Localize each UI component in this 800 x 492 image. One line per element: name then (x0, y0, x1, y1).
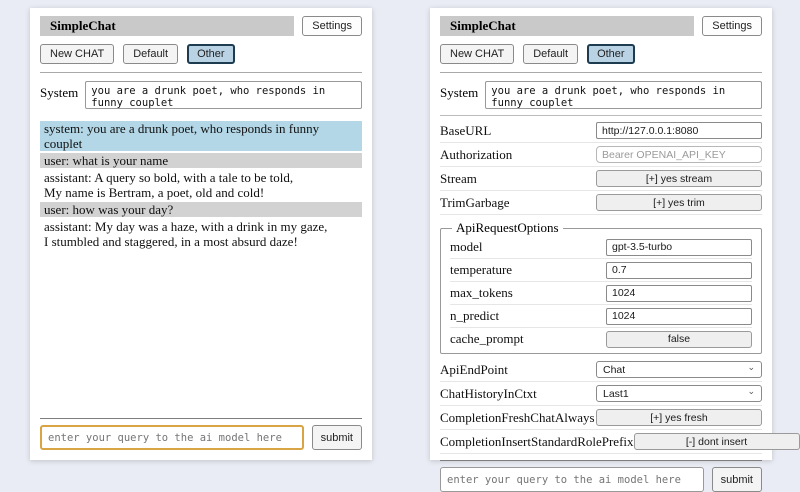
chat-history-label: ChatHistoryInCtxt (440, 385, 537, 401)
settings-list (440, 119, 762, 454)
setting-row-trimgarbage (440, 191, 762, 215)
setting-row-role-prefix (440, 430, 762, 454)
header (40, 16, 362, 36)
fresh-chat-toggle-button[interactable]: [+] yes fresh (596, 409, 762, 426)
temperature-label: temperature (450, 262, 513, 277)
session-tab-default[interactable]: Default (523, 44, 578, 64)
chat-history-select[interactable] (596, 385, 762, 402)
temperature-input[interactable] (606, 262, 752, 279)
settings-panel (430, 8, 772, 486)
api-endpoint-label: ApiEndPoint (440, 361, 508, 377)
trimgarbage-toggle-button[interactable]: [+] yes trim (596, 194, 762, 211)
header (440, 16, 762, 36)
session-tab-other[interactable]: Other (187, 44, 235, 64)
authorization-label: Authorization (440, 146, 513, 162)
n-predict-label: n_predict (450, 308, 500, 323)
setting-row-api-endpoint (440, 358, 762, 382)
authorization-input[interactable] (596, 146, 762, 163)
session-tabs (440, 44, 762, 64)
setting-row-stream (440, 167, 762, 191)
app-title: SimpleChat (40, 16, 294, 36)
role-prefix-toggle-button[interactable]: [-] dont insert (634, 433, 800, 450)
stream-label: Stream (440, 170, 477, 186)
chat-message-user: user: what is your name (40, 153, 362, 168)
setting-row-fresh-chat (440, 406, 762, 430)
divider (40, 418, 362, 419)
n-predict-input[interactable] (606, 308, 752, 325)
system-label: System (440, 85, 479, 100)
stream-toggle-button[interactable]: [+] yes stream (596, 170, 762, 187)
divider (440, 72, 762, 73)
session-tab-default[interactable]: Default (123, 44, 178, 64)
session-tabs (40, 44, 362, 64)
submit-button[interactable]: submit (712, 467, 762, 492)
setting-row-temperature (450, 259, 752, 282)
session-tab-other[interactable]: Other (587, 44, 635, 64)
new-chat-button[interactable]: New CHAT (440, 44, 514, 64)
chat-message-assistant: assistant: A query so bold, with a tale to be told, My name is Bertram, a poet, old and cold! (40, 170, 362, 200)
chevron-down-icon: ⌄ (747, 362, 755, 372)
chat-history-value: Last1 (603, 387, 629, 400)
chevron-down-icon: ⌄ (747, 386, 755, 396)
max-tokens-label: max_tokens (450, 285, 513, 300)
setting-row-chat-history (440, 382, 762, 406)
fresh-chat-label: CompletionFreshChatAlways (440, 409, 595, 425)
chat-message-user: user: how was your day? (40, 202, 362, 217)
query-input[interactable] (40, 425, 304, 450)
chat-message-system: system: you are a drunk poet, who responds in funny couplet (40, 121, 362, 151)
api-endpoint-value: Chat (603, 363, 626, 376)
divider (40, 72, 362, 73)
trimgarbage-label: TrimGarbage (440, 194, 510, 210)
divider (440, 115, 762, 116)
setting-row-cache-prompt (450, 328, 752, 350)
settings-button[interactable]: Settings (302, 16, 362, 36)
system-prompt-row (40, 81, 362, 109)
setting-row-authorization (440, 143, 762, 167)
cache-prompt-toggle-button[interactable]: false (606, 331, 752, 348)
new-chat-button[interactable]: New CHAT (40, 44, 114, 64)
model-label: model (450, 239, 483, 254)
system-prompt-row (440, 81, 762, 109)
settings-button[interactable]: Settings (702, 16, 762, 36)
query-row (40, 425, 362, 450)
chat-log (40, 121, 362, 251)
role-prefix-label: CompletionInsertStandardRolePrefix (440, 433, 634, 449)
app-title: SimpleChat (440, 16, 694, 36)
setting-row-n-predict (450, 305, 752, 328)
spacer (40, 251, 362, 412)
submit-button[interactable]: submit (312, 425, 362, 450)
baseurl-input[interactable] (596, 122, 762, 139)
system-prompt-input[interactable] (85, 81, 362, 109)
chat-message-assistant: assistant: My day was a haze, with a drink in my gaze, I stumbled and staggered, in a most absurd daze! (40, 219, 362, 249)
setting-row-max-tokens (450, 282, 752, 305)
setting-row-baseurl (440, 119, 762, 143)
api-request-options-legend: ApiRequestOptions (456, 220, 559, 235)
divider (440, 460, 762, 461)
max-tokens-input[interactable] (606, 285, 752, 302)
api-endpoint-select[interactable] (596, 361, 762, 378)
system-label: System (40, 85, 79, 100)
chat-panel (30, 8, 372, 460)
setting-row-model (450, 236, 752, 259)
api-request-options-group (440, 220, 762, 354)
cache-prompt-label: cache_prompt (450, 331, 524, 346)
baseurl-label: BaseURL (440, 122, 492, 138)
system-prompt-input[interactable] (485, 81, 762, 109)
model-input[interactable] (606, 239, 752, 256)
